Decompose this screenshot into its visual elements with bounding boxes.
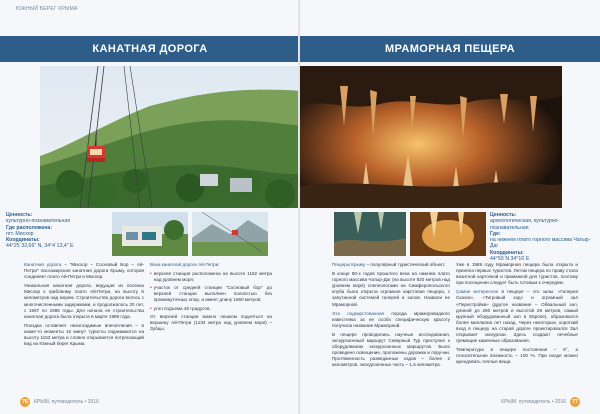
left-caption	[6, 212, 106, 250]
right-p3-term: Эта подкарстованная	[332, 310, 385, 316]
cave-thumbnail-1	[334, 212, 406, 256]
cable-car-photo	[40, 66, 300, 208]
right-lead-rest: – популярный туристический объект.	[365, 262, 446, 267]
cave-illustration	[300, 66, 562, 208]
cave-photo	[300, 66, 562, 208]
location-label: Где:	[490, 230, 501, 237]
left-lead-rest: – "Мисхор – Сосновый Бор – Ай-Петри" пассажирская канатная дорога Крыму, которая соединяет плато Ай-Петри и Мисхор.	[24, 262, 144, 280]
right-caption	[490, 212, 594, 262]
right-col2-paragraph-2	[456, 289, 578, 344]
coords-label: Координаты:	[6, 237, 40, 244]
location-label: Где расположена:	[6, 224, 53, 231]
value-text: культурно-познавательная	[6, 218, 71, 225]
coords-label: Координаты:	[490, 249, 524, 256]
right-column-1	[332, 262, 450, 372]
left-lead-paragraph	[24, 262, 144, 280]
right-title: МРАМОРНАЯ ПЕЩЕРА	[385, 43, 515, 55]
left-col2-heading: Вехи канатной дороги Ай-Петри:	[150, 262, 220, 267]
left-paragraph-3: Поездка оставляет неизгладимые впечатления – в какие-то моменты 15 минут туристы поднимаются на высоту 1153 метра и словно открывается потрясающий вид на Южный берег Крыма.	[24, 322, 144, 347]
right-p2-term: Самое интересное	[456, 289, 499, 295]
left-title-banner	[0, 36, 300, 62]
value-label: Ценность:	[490, 212, 517, 218]
right-p2-rest: в пещере – это залы: «Галерея Сказок», «Тигровый ход» и огромный зал «Перестройки» (другое название – Обвальный зал, длиной до 280 метров и высотой 28 метров, самый крупный оборудованный зал в Европе), образовался более миллиона лет назад. Через некоторые, короткий вход в пещеру на старой дороге проектировался Зал открывает экскурсии. Здесь создают лечебные гремящие каменные образования.	[456, 289, 579, 344]
cable-car-illustration	[40, 66, 300, 208]
right-title-banner	[300, 36, 600, 62]
right-page	[300, 0, 600, 414]
left-footer	[20, 397, 99, 407]
right-column-2	[456, 262, 578, 369]
location-text: на нижнем плато горного массива Чатыр-Даг	[490, 237, 591, 250]
bullet-item: • угол подъема 45 градусов.	[150, 305, 211, 312]
left-title: КАНАТНАЯ ДОРОГА	[92, 43, 208, 55]
bullet-dot-icon: •	[150, 285, 152, 292]
right-paragraph-2: В конце 80-х годов прошлого века на нижнем плато горного массива Чатыр-Даг (на высоте 920 метров над уровнем моря) спелеологами на Симферопольского клуба была открыта огромная карстовая пещера, с запутанной системой галерей и залов. Назвали ее Мраморной.	[332, 271, 450, 307]
bullet-item: • участок от средней станции "Сосновый бор" до верхней станции выполнен полностью без промежуточных опор, и имеет длину 1660 метров;	[150, 285, 272, 303]
coords-text: 44°50´N 34°16´E	[490, 256, 530, 263]
value-text: археологическая, культурно-познавательная	[490, 218, 560, 231]
right-col2-paragraph-3: Температура в пещере постоянная – 8°, а относительная влажность – 100 %. При входе можно арендовать теплые вещи.	[456, 347, 578, 365]
bullet-item: • верхняя станция расположена на высоте 1152 метра над уровнем моря;	[150, 271, 272, 283]
station-thumbnail	[112, 212, 188, 256]
right-p3-rest: порода мраморовидного известняка за ее особо специфическую красоту получила название Мраморной.	[332, 310, 450, 328]
right-col2-paragraph-1: Уже в 1989 году Мраморная пещера была открыта и приняла первых туристов. Летом пещера по праву стала визитной карточкой и приманкой для туристов, поэтому при посещении следует быть готовым к очередям.	[456, 262, 578, 286]
left-column-1	[24, 262, 144, 350]
footer-text: КРЫМ. путеводитель • 2016	[34, 399, 99, 405]
value-label: Ценность:	[6, 212, 33, 218]
location-text: пгт. Мисхор	[6, 230, 34, 237]
running-head: ЮЖНЫЙ БЕРЕГ КРЫМА	[16, 6, 78, 12]
bullet-dot-icon: •	[150, 271, 152, 278]
left-col2-paragraph: От верхней станции можно пешком подняться на вершину Ай-Петри (1234 метра над уровнем моря) – Зубцы.	[150, 313, 272, 331]
left-column-2	[150, 262, 272, 335]
right-lead-paragraph	[332, 262, 450, 268]
right-footer	[501, 397, 580, 407]
bullet-dot-icon: •	[150, 305, 152, 312]
right-lead-term: Пещеры Крыму	[332, 262, 366, 267]
footer-text: КРЫМ. путеводитель • 2016	[501, 399, 566, 405]
left-paragraph-2: Уникальная канатная дорога, ведущая из поселка Мисхор к грибовому плато Ай-Петри, на высоту 6 километров над морем. Строительство дороги велось с многочисленными задержками, и продолжалось 20 лет, с 1967 по 1988 годы. Для начала ее строительства канатная дорога была открыта в марте 1988 года.	[24, 283, 144, 319]
mountain-thumbnail	[192, 212, 268, 256]
left-lead-term: Канатная дорога	[24, 262, 62, 267]
cave-thumbnail-2	[410, 212, 486, 256]
right-paragraph-4: В пещере проводились научные исследования, экскурсионный маршрут Северный Тур приступил к оборудованию экскурсионных маршрутов. Было проведено освещение, проложены дорожки и поручни. Протяженность разведанных ходов – более 2 километров, экскурсионных часть – 1,5 километра.	[332, 331, 450, 368]
page-number: 76	[21, 399, 29, 405]
right-paragraph-3	[332, 311, 450, 329]
coords-text: 44°25´32,66″ N, 34°4´13,4″ E	[6, 243, 74, 250]
page-number: 77	[571, 399, 579, 405]
